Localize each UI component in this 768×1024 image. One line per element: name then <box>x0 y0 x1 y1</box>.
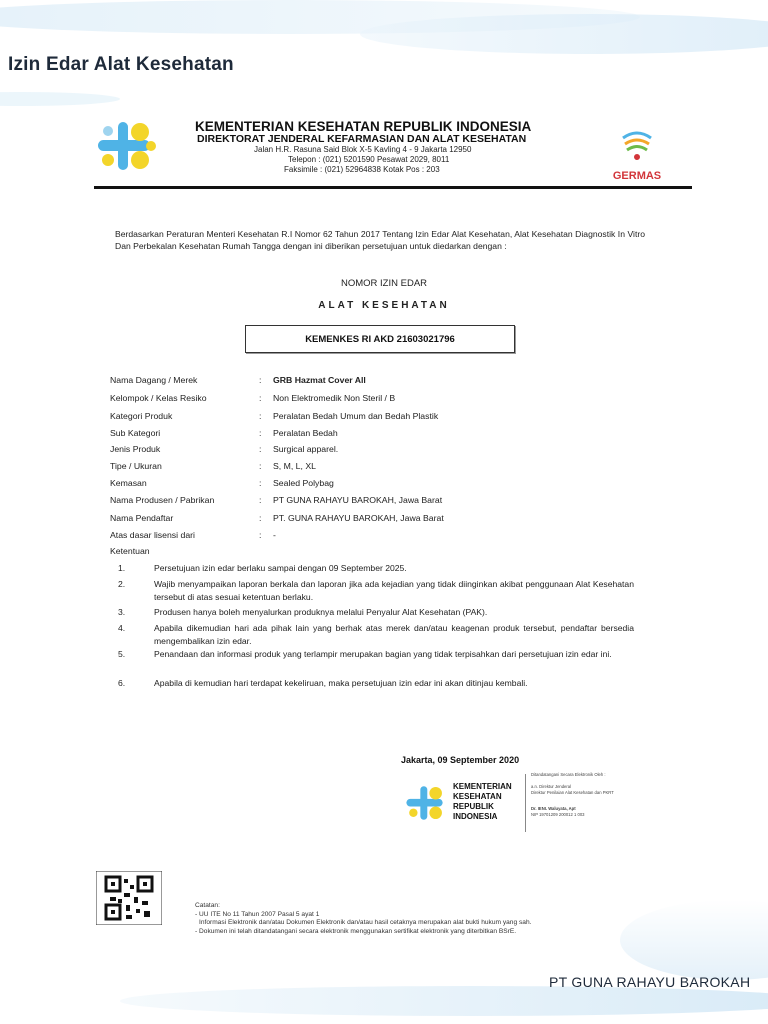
field-value: PT GUNA RAHAYU BAROKAH, Jawa Barat <box>273 495 443 505</box>
catatan-line: - Dokumen ini telah ditandatangani secara elektronik menggunakan sertifikat elektronik yang diterbitkan BSrE. <box>195 927 517 935</box>
signer-position: Direktur Penilaian Alat Kesehatan dan PKRT <box>531 790 614 795</box>
electronic-signature-stamp <box>401 770 643 836</box>
signer-nip: NIP 19701209 200012 1 003 <box>531 812 585 817</box>
field-value: Non Elektromedik Non Steril / B <box>273 393 396 403</box>
rule-text: Persetujuan izin edar berlaku sampai dengan 09 September 2025. <box>154 563 407 573</box>
footer-company-name: PT GUNA RAHAYU BAROKAH <box>549 974 751 990</box>
rule-number: 3. <box>118 607 126 617</box>
decorative-wave-top-right <box>360 14 768 54</box>
field-row <box>110 495 630 509</box>
rule-text: Apabila dikemudian hari ada pihak lain yang berhak atas merek dan/atau keagenan produk tersebut, pendaftar bersedia mengembalikan izin edar. <box>154 623 634 646</box>
catatan-line: Informasi Elektronik dan/atau Dokumen Elektronik dan/atau hasil cetaknya merupakan alat bukti hukum yang sah. <box>199 919 532 926</box>
address-line: Jalan H.R. Rasuna Said Blok X-5 Kavling 4 - 9 Jakarta 12950 <box>254 145 472 154</box>
field-value: Peralatan Bedah <box>273 428 338 438</box>
field-row <box>110 478 630 492</box>
rule-text: Produsen hanya boleh menyalurkan produknya melalui Penyalur Alat Kesehatan (PAK). <box>154 607 488 617</box>
stamp-org-line: INDONESIA <box>453 812 498 821</box>
rule-number: 4. <box>118 623 126 633</box>
registration-number-box: KEMENKES RI AKD 21603021796 <box>245 325 515 353</box>
rule-text: Penandaan dan informasi produk yang terlampir merupakan bagian yang tidak terpisahkan dari persetujuan izin edar ini. <box>154 649 612 659</box>
field-colon: : <box>259 375 262 385</box>
field-label: Tipe / Ukuran <box>110 461 162 471</box>
signer-name: Dr. IENI. Waluyata, Apt <box>531 806 576 811</box>
field-label: Kemasan <box>110 478 147 488</box>
fax-line: Faksimile : (021) 52964838 Kotak Pos : 203 <box>284 165 440 174</box>
field-colon: : <box>259 513 262 523</box>
field-label: Nama Dagang / Merek <box>110 375 198 385</box>
header-address <box>254 145 471 175</box>
field-row <box>110 375 630 389</box>
rule-number: 1. <box>118 563 126 573</box>
stamp-signer-info <box>531 772 641 818</box>
ketentuan-title: Ketentuan <box>110 546 150 556</box>
signed-note: Ditandatangani Secara Elektronik Oleh : <box>531 772 606 777</box>
germas-text: GERMAS <box>612 170 662 182</box>
stamp-org-name <box>453 782 512 822</box>
rule-text: Wajib menyampaikan laporan berkala dan laporan jika ada kejadian yang tidak diinginkan akibat penggunaan Alat Kesehatan tersebut di atas sesuai ketentuan berlaku. <box>154 579 634 602</box>
catatan-line: - UU ITE No 11 Tahun 2007 Pasal 5 ayat 1 <box>195 910 320 918</box>
header-divider <box>94 186 692 189</box>
decorative-wave-bottom <box>120 986 768 1016</box>
stamp-divider <box>525 774 526 832</box>
field-label: Atas dasar lisensi dari <box>110 530 195 540</box>
field-value: S, M, L, XL <box>273 461 316 471</box>
germas-logo <box>602 128 672 182</box>
rule-number: 6. <box>118 678 126 688</box>
alat-kesehatan-title: ALAT KESEHATAN <box>318 300 450 311</box>
field-row <box>110 411 630 425</box>
field-label: Sub Kategori <box>110 428 161 438</box>
germas-emblem-icon <box>619 128 655 162</box>
field-value: Sealed Polybag <box>273 478 334 488</box>
field-row <box>110 393 630 407</box>
kemenkes-logo-icon <box>96 120 162 172</box>
field-colon: : <box>259 478 262 488</box>
stamp-org-line: REPUBLIK <box>453 802 494 811</box>
intro-paragraph: Berdasarkan Peraturan Menteri Kesehatan R.I Nomor 62 Tahun 2017 Tentang Izin Edar Alat Kesehatan, Alat Kesehatan Diagnostik In Vitro Dan Perbekalan Kesehatan Rumah Tangga dengan ini diberikan persetujuan untuk diedarkan dengan : <box>115 229 645 251</box>
on-behalf: a.n. Direktur Jenderal <box>531 784 572 789</box>
field-value: Peralatan Bedah Umum dan Bedah Plastik <box>273 411 439 421</box>
ministry-name: KEMENTERIAN KESEHATAN REPUBLIK INDONESIA <box>195 119 532 134</box>
field-colon: : <box>259 411 262 421</box>
qr-code-icon <box>96 871 162 925</box>
field-row <box>110 444 630 458</box>
phone-line: Telepon : (021) 5201590 Pesawat 2029, 8011 <box>288 155 450 164</box>
field-colon: : <box>259 495 262 505</box>
field-label: Jenis Produk <box>110 444 161 454</box>
field-row <box>110 461 630 475</box>
field-colon: : <box>259 444 262 454</box>
field-value: PT. GUNA RAHAYU BAROKAH, Jawa Barat <box>273 513 444 523</box>
catatan-title: Catatan: <box>195 902 220 909</box>
field-value: GRB Hazmat Cover All <box>273 375 366 385</box>
rule-text: Apabila di kemudian hari terdapat kekeliruan, maka persetujuan izin edar ini akan ditinjau kembali. <box>154 678 528 688</box>
decorative-wave-left <box>0 92 120 106</box>
directorate-name: DIREKTORAT JENDERAL KEFARMASIAN DAN ALAT KESEHATAN <box>197 133 527 145</box>
rule-number: 5. <box>118 649 126 659</box>
signature-date: Jakarta, 09 September 2020 <box>401 755 520 765</box>
field-colon: : <box>259 428 262 438</box>
field-label: Kategori Produk <box>110 411 173 421</box>
field-value: Surgical apparel. <box>273 444 339 454</box>
field-label: Nama Produsen / Pabrikan <box>110 495 215 505</box>
kemenkes-stamp-logo-icon <box>405 778 451 828</box>
nomor-izin-title: NOMOR IZIN EDAR <box>340 278 428 289</box>
rule-number: 2. <box>118 579 126 589</box>
field-colon: : <box>259 461 262 471</box>
field-row <box>110 530 630 544</box>
stamp-org-line: KESEHATAN <box>453 792 502 801</box>
stamp-org-line: KEMENTERIAN <box>453 782 512 791</box>
page-title: Izin Edar Alat Kesehatan <box>8 54 234 75</box>
field-label: Kelompok / Kelas Resiko <box>110 393 207 403</box>
catatan-notes <box>195 902 655 936</box>
field-label: Nama Pendaftar <box>110 513 174 523</box>
field-value: - <box>273 530 276 540</box>
field-row <box>110 428 630 442</box>
field-colon: : <box>259 393 262 403</box>
field-row <box>110 513 630 527</box>
field-colon: : <box>259 530 262 540</box>
